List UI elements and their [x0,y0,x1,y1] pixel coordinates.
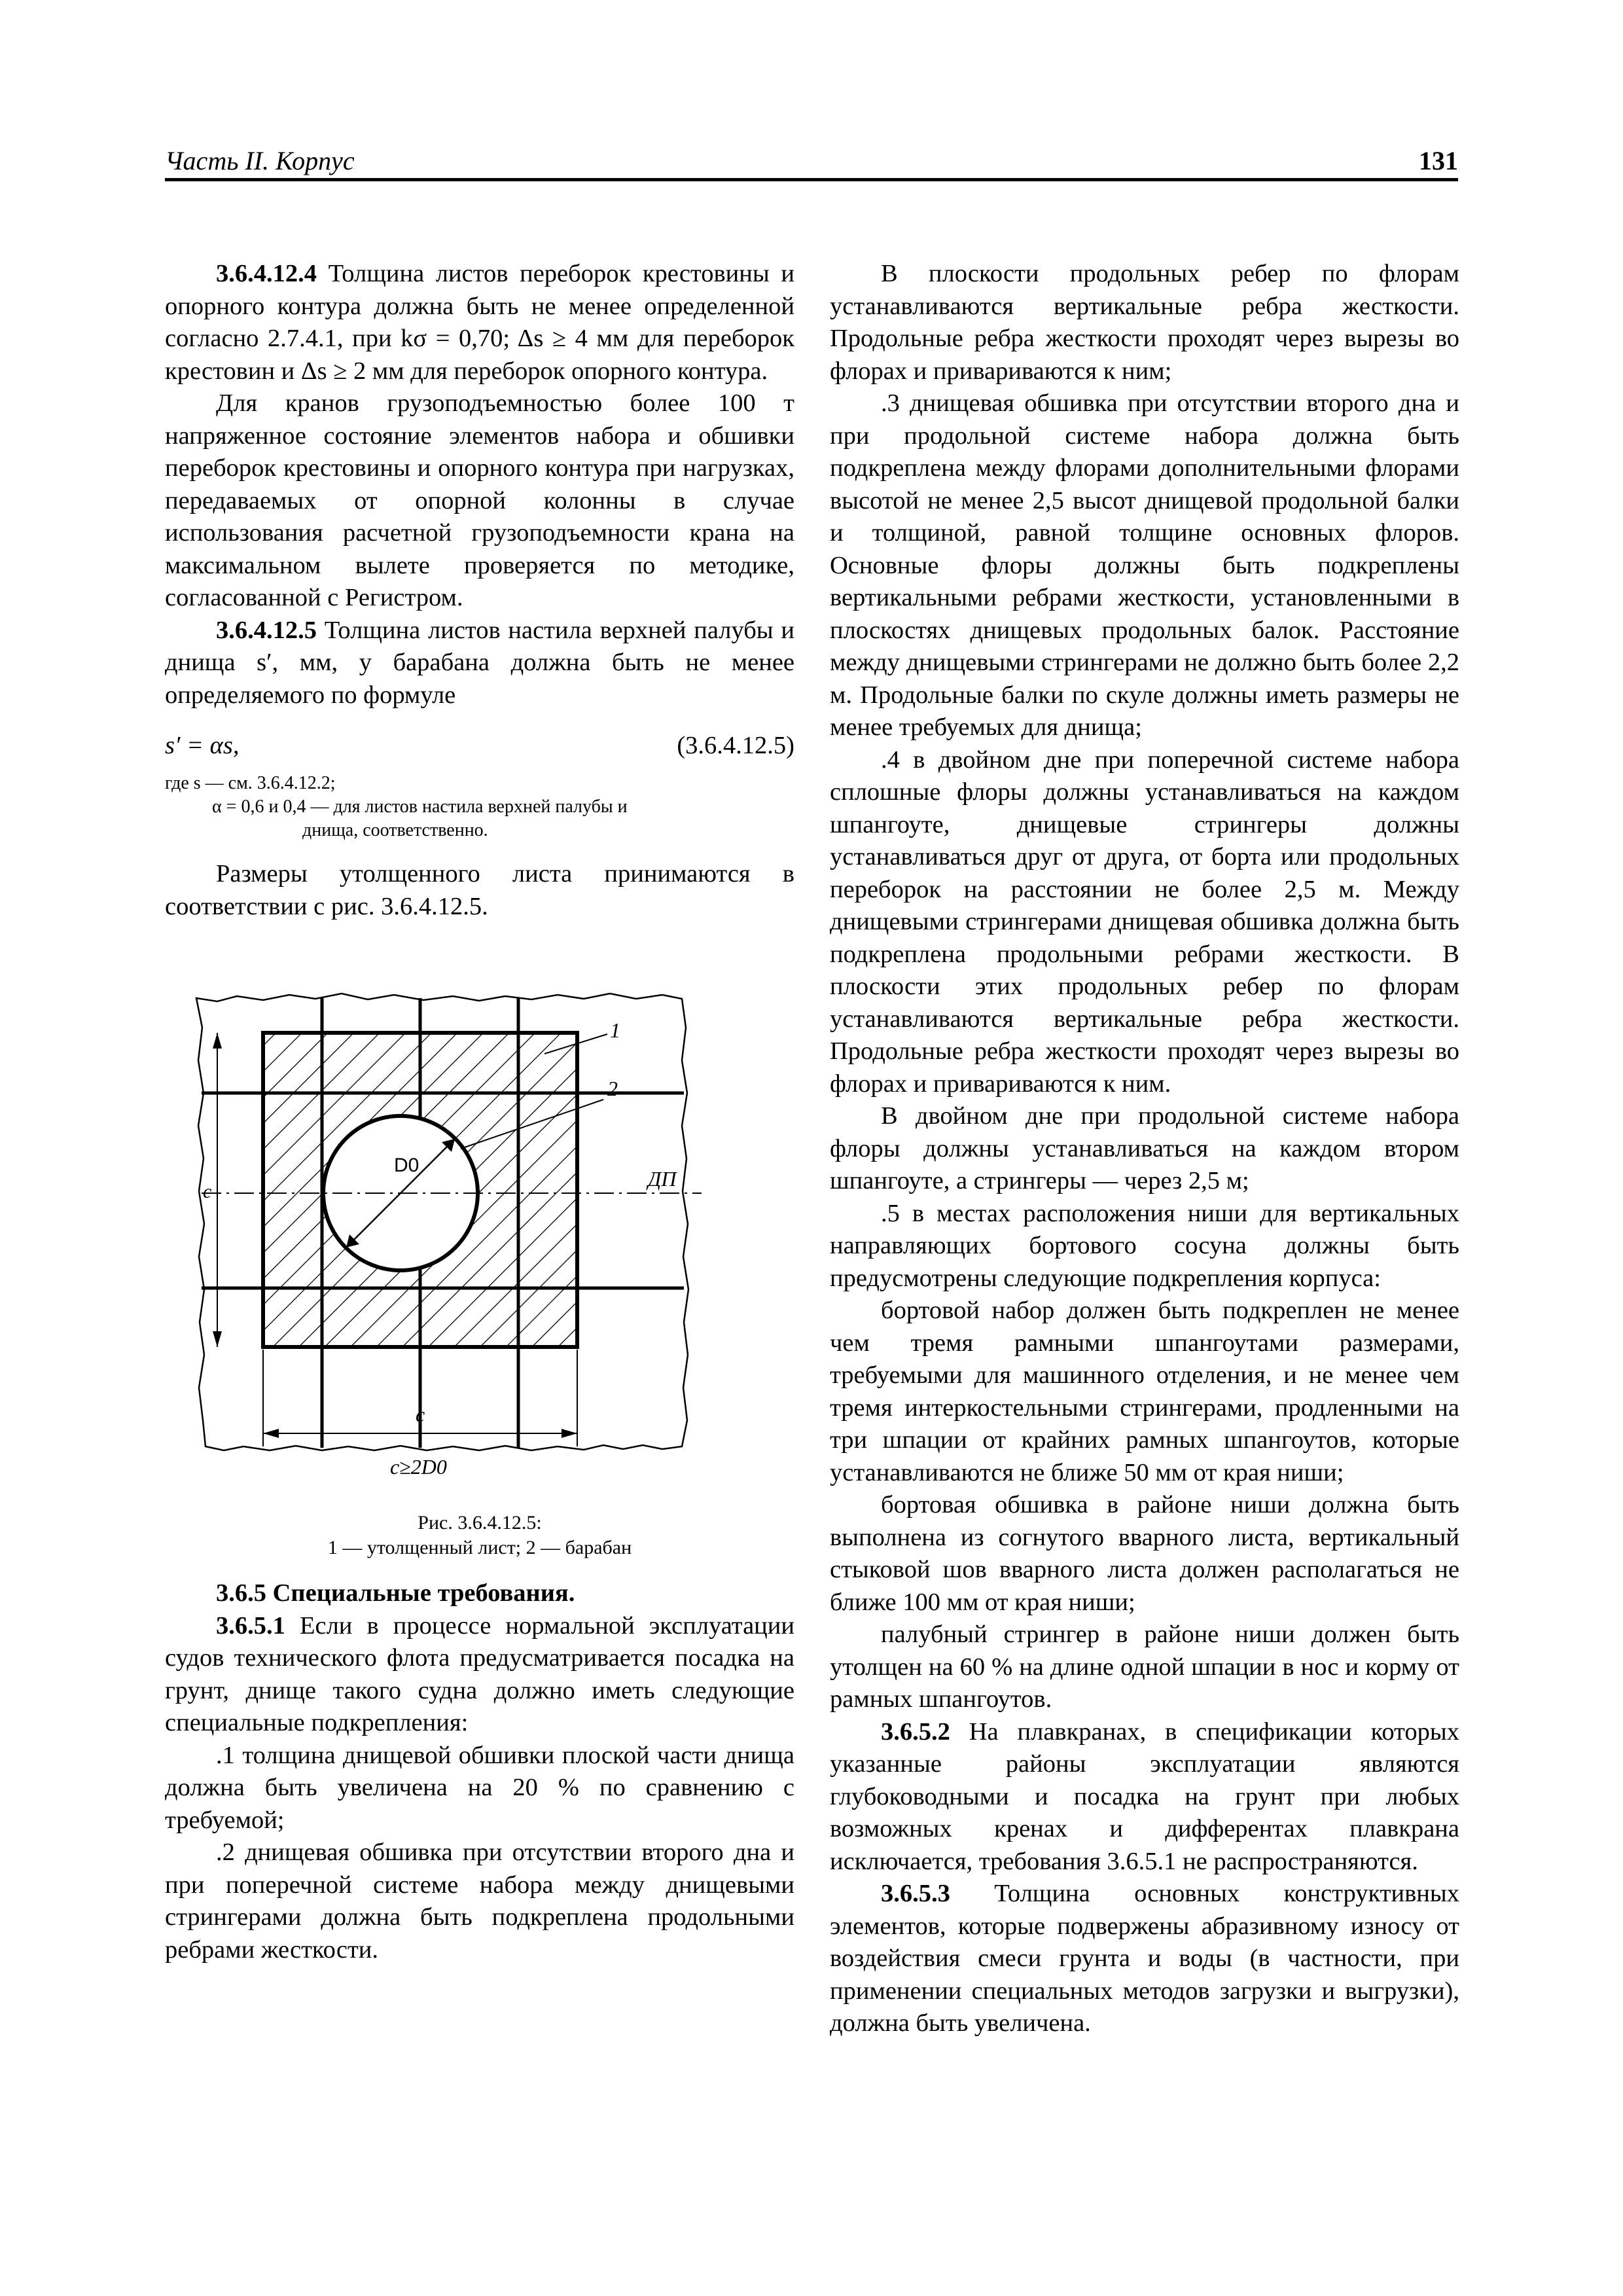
list-item-4: .4 в двойном дне при поперечной системе набора сплошные флоры должны устанавливаться на каждом шпангоуте, днищевые стрингеры должны устанавливаться друг от друга, от борта или продольных переборок на расстоянии не более 2,5 м. Между днищевыми стрингерами днищевая обшивка должна быть подкреплена продольными ребрами жесткости. В плоскости этих продольных ребер по флорам устанавливаются вертикальные ребра жесткости. Продольные ребра жесткости проходят через вырезы во флорах и привариваются к ним. [830,745,1459,1098]
clause-number: 3.6.5.1 [216,1611,285,1640]
formula-block [165,730,794,769]
legend-line: где s — см. 3.6.4.12.2; [165,773,336,793]
figure-caption [165,1511,794,1560]
clause-number: 3.6.4.12.5 [216,616,317,644]
paragraph-side-shell: бортовая обшивка в районе ниши должна быть выполнена из согнутого вварного листа, вертикальный стыковой шов вварного листа должен располагаться не ближе 100 мм от края ниши; [830,1491,1459,1616]
list-item-3: .3 днищевая обшивка при отсутствии второго дна и при продольной системе набора должна быть подкреплена между флорами дополнительными флорами высотой не менее 2,5 высот днищевой продольной балки и толщиной, равной толщине основных флоров. Основные флоры должны быть подкреплены вертикальными ребрами жесткости, установленными в плоскостях днищевых продольных балок. Расстояние между днищевыми стрингерами не должно быть более 2,2 м. Продольные балки по скуле должны иметь размеры не менее требуемых для днища; [830,389,1459,741]
clause-text: Толщина листов переборок крестовины и опорного контура должна быть не менее определенной согласно 2.7.4.1, при kσ = 0,70; Δs ≥ 4 мм для переборок крестовин и Δs ≥ 2 мм для переборок опорного контура. [165,260,794,385]
paragraph-deck-stringer: палубный стрингер в районе ниши должен быть утолщен на 60 % на длине одной шпации в нос и корму от рамных шпангоутов. [830,1621,1459,1713]
clause-text: На плавкранах, в спецификации которых указанные районы эксплуатации являются глубоководными и посадка на грунт при любых возможных кренах и дифферентах плавкрана исключается, требования 3.6.5.1 не распространяются. [830,1717,1459,1875]
clause-number: 3.6.5.3 [881,1880,950,1907]
paragraph-crane-capacity: Для кранов грузоподъемностью более 100 т напряженное состояние элементов набора и обшивки переборок крестовины и опорного контура при нагрузках, передаваемых от опорной колонны в случае использования расчетной грузоподъемности крана на максимальном вылете проверяется по методике, согласованной с Регистром. [165,389,794,611]
paragraph-vertical-ribs: В плоскости продольных ребер по флорам устанавливаются вертикальные ребра жесткости. Продольные ребра жесткости проходят через вырезы во флорах и привариваются к ним; [830,260,1459,385]
label-d0: D0 [394,1155,419,1176]
arrow-head [213,1331,222,1347]
arrow-head [213,1033,222,1049]
legend-line: днища, соответственно. [302,820,488,840]
paragraph-side-framing: бортовой набор должен быть подкреплен не менее чем тремя рамными шпангоутами размерами, требуемыми для машинного отделения, и не менее чем тремя интеркостельными стрингерами, продленными на три шпации от крайних рамных шпангоутов, которые устанавливаются не ближе 50 мм от края ниши; [830,1297,1459,1486]
list-item-5: .5 в местах расположения ниши для вертикальных направляющих бортового сосуна должны быть предусмотрены следующие подкрепления корпуса: [830,1199,1459,1292]
arrow-head [263,1429,279,1438]
arrow-head [562,1429,577,1438]
clause-number: 3.6.5.2 [881,1717,950,1746]
section-title-text: Специальные требования. [266,1579,575,1607]
caption-legend: 1 — утолщенный лист; 2 — барабан [327,1537,632,1558]
page-header [165,145,1458,178]
label-2: 2 [607,1077,618,1100]
section-number: 3.6.5 [216,1579,266,1607]
clause-number: 3.6.4.12.4 [216,260,317,287]
drum-reinforcement-drawing [165,936,794,1577]
part-title: Часть II. Корпус [165,146,355,175]
label-c-vertical: c [203,1181,212,1202]
clause-text: Толщина листов настила верхней палубы и днища s′, мм, у барабана должна быть не менее определяемого по формуле [165,616,794,709]
section-3-6-5-title [165,1577,794,1610]
label-1: 1 [610,1018,620,1042]
formula-number: (3.6.4.12.5) [677,732,794,759]
formula: s′ = αs, [165,732,240,759]
label-c-horizontal: c [416,1403,425,1426]
label-dp: ДП [648,1167,677,1191]
label-condition: c≥2D0 [390,1455,447,1479]
clause-text: Толщина основных конструктивных элементов, которые подвержены абразивному износу от воздействия смеси грунта и воды (в частности, при применении специальных методов загрузки и выгрузки), должна быть увеличена. [830,1880,1459,2037]
right-column [830,258,1459,2040]
left-column [165,258,794,1966]
page-number: 131 [1419,146,1458,175]
figure-3-6-4-12-5 [165,936,794,1577]
list-item-1: .1 толщина днищевой обшивки плоской части днища должна быть увеличена на 20 % по сравнению с требуемой; [165,1741,794,1834]
paragraph-3-6-4-12-4 [165,258,794,387]
paragraph-3-6-5-1 [165,1610,794,1740]
paragraph-double-bottom: В двойном дне при продольной системе набора флоры должны устанавливаться на каждом втором шпангоуте, а стрингеры — через 2,5 м; [830,1102,1459,1194]
formula-legend [165,772,794,842]
paragraph-3-6-5-2 [830,1716,1459,1878]
paragraph-3-6-5-3 [830,1878,1459,2040]
header-rule [165,178,1458,181]
paragraph-sheet-dimensions: Размеры утолщенного листа принимаются в соответствии с рис. 3.6.4.12.5. [165,860,794,920]
list-item-2: .2 днищевая обшивка при отсутствии второго дна и при поперечной системе набора между днищевыми стрингерами должна быть подкреплена продольными ребрами жесткости. [165,1839,794,1964]
caption-title: Рис. 3.6.4.12.5: [418,1512,542,1534]
legend-line: α = 0,6 и 0,4 — для листов настила верхней палубы и [212,797,628,817]
clause-text: Если в процессе нормальной эксплуатации судов технического флота предусматривается посадка на грунт, днище такого судна должно иметь следующие специальные подкрепления: [165,1611,794,1736]
paragraph-3-6-4-12-5 [165,615,794,712]
